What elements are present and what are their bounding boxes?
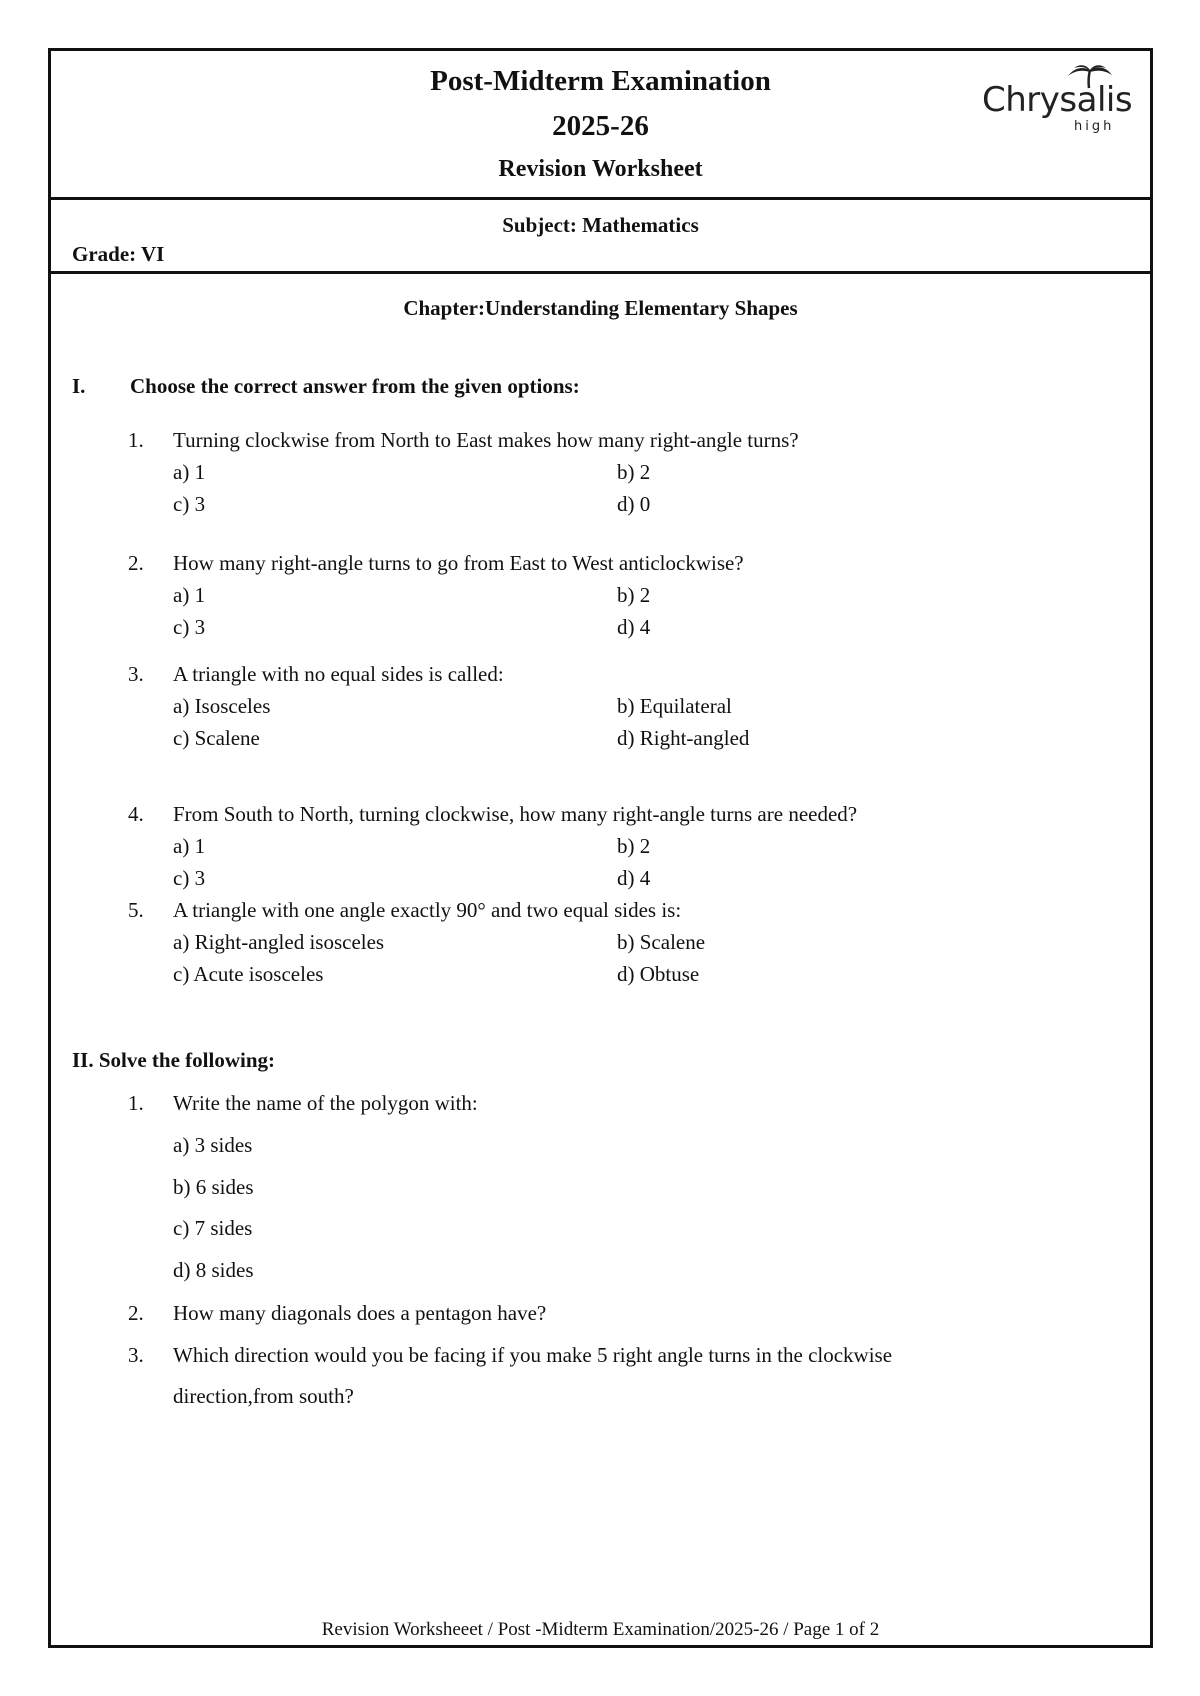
mcq-4-number: 4. xyxy=(128,802,144,826)
grade-label: Grade: VI xyxy=(72,242,165,266)
mcq-5-option-c: c) Acute isosceles xyxy=(173,962,324,986)
mcq-2-option-d: d) 4 xyxy=(617,615,651,639)
header-divider xyxy=(48,197,1153,200)
mcq-2-option-b: b) 2 xyxy=(617,583,651,607)
exam-title: Post-Midterm Examination xyxy=(430,65,771,97)
subject-label: Subject: Mathematics xyxy=(502,213,699,237)
mcq-5-number: 5. xyxy=(128,898,144,922)
mcq-4-text: From South to North, turning clockwise, how many right-angle turns are needed? xyxy=(173,802,858,826)
mcq-3-option-c: c) Scalene xyxy=(173,726,260,750)
solve-1-part-b: b) 6 sides xyxy=(173,1175,254,1199)
worksheet-title: Revision Worksheet xyxy=(498,156,703,182)
mcq-1-number: 1. xyxy=(128,428,144,452)
section1-title: Choose the correct answer from the given options: xyxy=(130,374,580,398)
page-footer: Revision Worksheeet / Post -Midterm Examination/2025-26 / Page 1 of 2 xyxy=(321,1619,880,1640)
mcq-3-option-d: d) Right-angled xyxy=(617,726,750,750)
mcq-4-option-b: b) 2 xyxy=(617,834,651,858)
mcq-2-option-c: c) 3 xyxy=(173,615,206,639)
mcq-5-option-b: b) Scalene xyxy=(617,930,706,954)
mcq-1-text: Turning clockwise from North to East makes how many right-angle turns? xyxy=(173,428,799,452)
solve-1-text: Write the name of the polygon with: xyxy=(173,1091,478,1115)
logo-subtext: high xyxy=(1074,119,1115,134)
solve-2-text: How many diagonals does a pentagon have? xyxy=(173,1301,547,1325)
chapter-title: Chapter:Understanding Elementary Shapes xyxy=(403,296,798,320)
solve-1-number: 1. xyxy=(128,1091,144,1115)
mcq-3-option-a: a) Isosceles xyxy=(173,694,271,718)
mcq-1-option-c: c) 3 xyxy=(173,492,206,516)
solve-1-part-c: c) 7 sides xyxy=(173,1216,253,1240)
subject-divider xyxy=(48,271,1153,274)
section2-title: II. Solve the following: xyxy=(72,1048,276,1072)
mcq-3-text: A triangle with no equal sides is called: xyxy=(173,662,504,686)
mcq-5-option-d: d) Obtuse xyxy=(617,962,700,986)
mcq-1-option-b: b) 2 xyxy=(617,460,651,484)
exam-year: 2025-26 xyxy=(552,110,649,142)
solve-3-text: Which direction would you be facing if you make 5 right angle turns in the clockwise xyxy=(173,1343,893,1367)
solve-1-part-a: a) 3 sides xyxy=(173,1133,253,1157)
solve-3-number: 3. xyxy=(128,1343,144,1367)
solve-2-number: 2. xyxy=(128,1301,144,1325)
mcq-4-option-a: a) 1 xyxy=(173,834,206,858)
logo-wordmark: Chrysalis xyxy=(982,80,1133,120)
mcq-5-option-a: a) Right-angled isosceles xyxy=(173,930,385,954)
mcq-2-number: 2. xyxy=(128,551,144,575)
mcq-4-option-c: c) 3 xyxy=(173,866,206,890)
mcq-2-text: How many right-angle turns to go from East to West anticlockwise? xyxy=(173,551,744,575)
mcq-5-text: A triangle with one angle exactly 90° and two equal sides is: xyxy=(173,898,682,922)
mcq-3-number: 3. xyxy=(128,662,144,686)
mcq-4-option-d: d) 4 xyxy=(617,866,651,890)
mcq-1-option-a: a) 1 xyxy=(173,460,206,484)
solve-3-text-cont: direction,from south? xyxy=(173,1384,354,1408)
mcq-2-option-a: a) 1 xyxy=(173,583,206,607)
school-logo xyxy=(982,62,1142,142)
mcq-3-option-b: b) Equilateral xyxy=(617,694,732,718)
section1-number: I. xyxy=(72,374,86,398)
mcq-1-option-d: d) 0 xyxy=(617,492,651,516)
solve-1-part-d: d) 8 sides xyxy=(173,1258,254,1282)
